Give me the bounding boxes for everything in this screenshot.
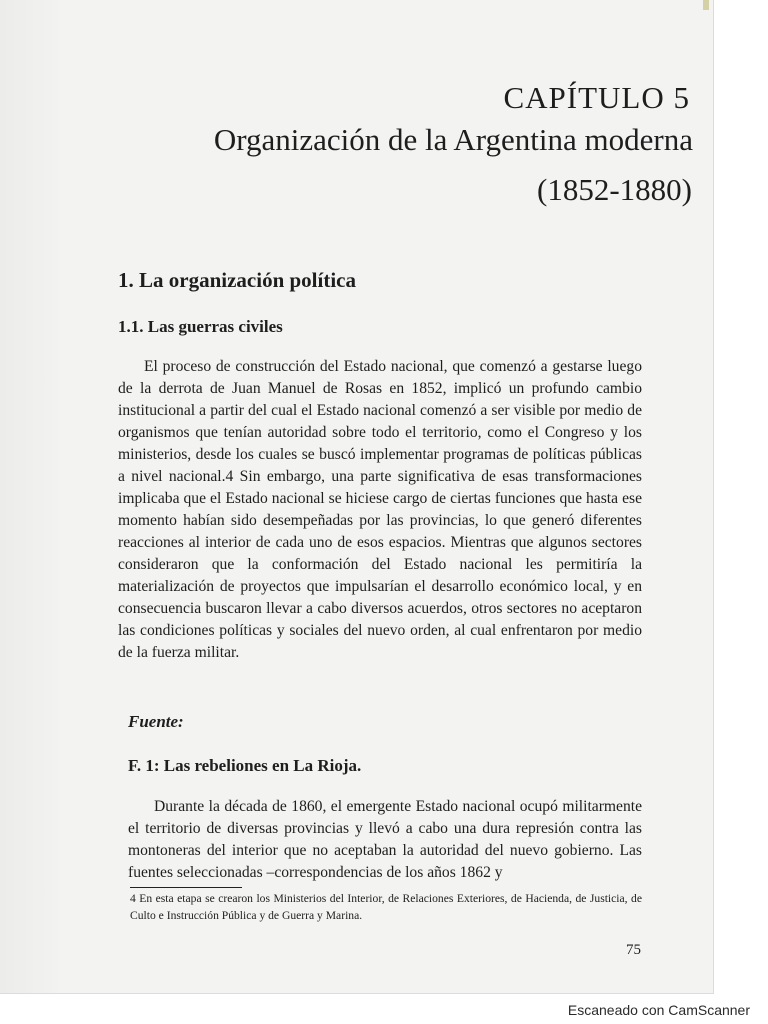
source-label: Fuente: — [128, 712, 184, 731]
footnote: 4 En esta etapa se crearon los Ministerios del Interior, de Relaciones Exteriores, de Hacienda, de Justicia, de Culto e Instrucción Pública y de Guerra y Marina. — [130, 892, 642, 922]
body-paragraph: El proceso de construcción del Estado nacional, que comenzó a gestarse luego de la derrota de Juan Manuel de Rosas en 1852, implicó un profundo cambio institucional a partir del cual el Estado nacional comenzó a ser visible por medio de organismos que tenían autoridad sobre todo el territorio, como el Congreso y los ministerios, desde los cuales se buscó implementar programas de políticas públicas a nivel nacional.4 Sin embargo, una parte significativa de esas transformaciones implicaba que el Estado nacional se hiciese cargo de ciertas funciones que hasta ese momento habían sido desempeñadas por las provincias, lo que generó diferentes reacciones al interior de cada uno de esos espacios. Mientras que algunos sectores consideraron que la conformación del Estado nacional les permitiría la materialización de proyectos que impulsarían el desarrollo económico local, y en consecuencia buscaron llevar a cabo diversos acuerdos, otros sectores no aceptaron las condiciones políticas y sociales del nuevo orden, al cual enfrentaron por medio de la fuerza militar. — [118, 358, 642, 661]
source-paragraph: Durante la década de 1860, el emergente Estado nacional ocupó militarmente el territorio de diversas provincias y llevó a cabo una dura represión contra las montoneras del interior que no aceptaban la autoridad del nuevo gobierno. Las fuentes seleccionadas –correspondencias de los años 1862 y — [128, 798, 642, 881]
scanner-watermark: Escaneado con CamScanner — [567, 1002, 750, 1018]
subsection-heading: 1.1. Las guerras civiles — [118, 317, 283, 336]
chapter-years: (1852-1880) — [537, 172, 692, 207]
section-heading: 1. La organización política — [118, 268, 356, 292]
chapter-label: CAPÍTULO 5 — [503, 80, 690, 115]
page-number: 75 — [626, 942, 641, 958]
footnote-divider — [130, 887, 242, 888]
chapter-title: Organización de la Argentina moderna — [213, 122, 693, 157]
page-gutter — [0, 0, 58, 993]
corner-tab — [703, 0, 709, 10]
source-heading: F. 1: Las rebeliones en La Rioja. — [128, 756, 362, 775]
